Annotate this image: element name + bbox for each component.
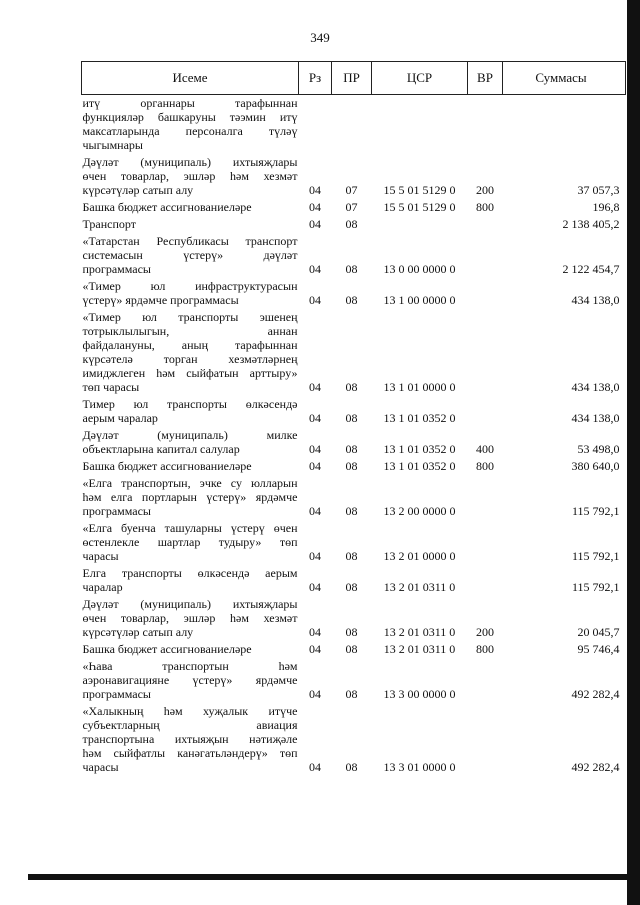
cell-csr: 15 5 01 5129 0 bbox=[383, 200, 456, 214]
cell-vr bbox=[468, 95, 503, 155]
cell-sum: 434 138,0 bbox=[571, 293, 620, 307]
cell-sum: 115 792,1 bbox=[571, 580, 620, 594]
cell-sum: 434 138,0 bbox=[571, 380, 620, 394]
table-row bbox=[82, 703, 626, 776]
name-line: транспортына ихтыяҗын нәтиҗәле bbox=[82, 732, 298, 746]
cell-sum bbox=[503, 95, 626, 155]
cell-pr: 08 bbox=[345, 411, 358, 425]
cell-rz: 04 bbox=[309, 217, 321, 231]
cell-pr: 08 bbox=[345, 760, 358, 774]
name-line: күрсәтүләр сатып алу bbox=[82, 625, 194, 639]
cell-name bbox=[82, 396, 299, 427]
cell-pr: 08 bbox=[345, 625, 358, 639]
table-row bbox=[82, 565, 626, 596]
cell-vr bbox=[468, 520, 503, 565]
cell-rz: 04 bbox=[309, 642, 321, 656]
cell-pr: 07 bbox=[345, 183, 358, 197]
name-line: функцияләр башкаруны тәэмин итү bbox=[82, 110, 298, 124]
scan-right-edge bbox=[627, 0, 640, 905]
name-line: объектларына капитал салулар bbox=[82, 442, 240, 456]
cell-sum: 95 746,4 bbox=[577, 642, 620, 656]
name-line: күрсәтүләр сатып алу bbox=[82, 183, 194, 197]
name-line: һәм елга портларын үстерү» ярдәмче bbox=[82, 490, 298, 504]
name-line: күрсәтелә торган хезмәтләрнең bbox=[82, 352, 298, 366]
cell-pr: 08 bbox=[345, 642, 358, 656]
cell-rz: 04 bbox=[309, 625, 321, 639]
cell-vr bbox=[468, 396, 503, 427]
name-line: максатларында персоналга түләү bbox=[82, 124, 298, 138]
name-line: итү органнары тарафыннан bbox=[82, 96, 298, 110]
cell-vr bbox=[468, 703, 503, 776]
cell-sum: 380 640,0 bbox=[571, 459, 620, 473]
name-line: системасын үстерү» дәүләт bbox=[82, 248, 298, 262]
cell-csr: 13 1 01 0000 0 bbox=[383, 380, 456, 394]
cell-sum: 492 282,4 bbox=[571, 760, 620, 774]
table-row bbox=[82, 233, 626, 278]
table-row bbox=[82, 278, 626, 309]
name-line: аэронавигацияне үстерү» ярдәмче bbox=[82, 673, 298, 687]
cell-csr: 13 2 01 0000 0 bbox=[383, 549, 456, 563]
header-csr: ЦСР bbox=[372, 62, 468, 95]
cell-pr: 08 bbox=[345, 687, 358, 701]
name-line: өчен товарлар, эшләр һәм хезмәт bbox=[82, 169, 298, 183]
cell-sum: 2 138 405,2 bbox=[562, 217, 620, 231]
name-line: Транспорт bbox=[82, 217, 136, 231]
cell-vr bbox=[468, 278, 503, 309]
cell-name bbox=[82, 658, 299, 703]
cell-sum: 53 498,0 bbox=[577, 442, 620, 456]
table-row bbox=[82, 95, 626, 155]
cell-sum: 115 792,1 bbox=[571, 504, 620, 518]
table-row bbox=[82, 520, 626, 565]
table-row bbox=[82, 658, 626, 703]
cell-vr: 800 bbox=[476, 459, 494, 473]
cell-rz: 04 bbox=[309, 687, 321, 701]
cell-name bbox=[82, 458, 299, 475]
cell-pr: 08 bbox=[345, 580, 358, 594]
cell-vr bbox=[468, 216, 503, 233]
cell-sum: 37 057,3 bbox=[577, 183, 620, 197]
cell-pr: 07 bbox=[345, 200, 358, 214]
name-line: программасы bbox=[82, 687, 151, 701]
cell-pr: 08 bbox=[345, 442, 358, 456]
name-line: имиджлеген һәм сыйфатын арттыру» bbox=[82, 366, 298, 380]
cell-rz: 04 bbox=[309, 262, 321, 276]
cell-name bbox=[82, 641, 299, 658]
table-row bbox=[82, 596, 626, 641]
name-line: «Татарстан Республикасы транспорт bbox=[82, 234, 298, 248]
name-line: өчен товарлар, эшләр һәм хезмәт bbox=[82, 611, 298, 625]
table-row bbox=[82, 199, 626, 216]
cell-pr bbox=[332, 95, 372, 155]
cell-vr: 400 bbox=[476, 442, 494, 456]
cell-name bbox=[82, 95, 299, 155]
cell-csr: 13 1 01 0352 0 bbox=[383, 411, 456, 425]
cell-csr: 13 2 01 0311 0 bbox=[383, 625, 456, 639]
name-line: Башка бюджет ассигнованиеләре bbox=[82, 642, 252, 656]
cell-rz bbox=[299, 95, 332, 155]
cell-vr: 800 bbox=[476, 200, 494, 214]
table-row bbox=[82, 396, 626, 427]
scan-bottom-edge bbox=[28, 874, 640, 880]
cell-pr: 08 bbox=[345, 293, 358, 307]
cell-name bbox=[82, 475, 299, 520]
cell-sum: 2 122 454,7 bbox=[562, 262, 620, 276]
name-line: чыгымнары bbox=[82, 138, 143, 152]
cell-rz: 04 bbox=[309, 183, 321, 197]
name-line: Тимер юл транспорты өлкәсендә bbox=[82, 397, 298, 411]
name-line: һәм сыйфатлы канәгатьләндерү» төп bbox=[82, 746, 298, 760]
cell-pr: 08 bbox=[345, 459, 358, 473]
cell-csr bbox=[372, 95, 468, 155]
name-line: Дәүләт (муниципаль) ихтыяҗлары bbox=[82, 155, 298, 169]
name-line: төп чарасы bbox=[82, 380, 140, 394]
cell-csr: 13 3 00 0000 0 bbox=[383, 687, 456, 701]
cell-csr: 13 2 01 0311 0 bbox=[383, 642, 456, 656]
name-line: өстенлекле шартлар тудыру» төп bbox=[82, 535, 298, 549]
cell-name bbox=[82, 703, 299, 776]
cell-sum: 115 792,1 bbox=[571, 549, 620, 563]
cell-rz: 04 bbox=[309, 380, 321, 394]
header-vr: ВР bbox=[468, 62, 503, 95]
cell-sum: 492 282,4 bbox=[571, 687, 620, 701]
cell-name bbox=[82, 199, 299, 216]
cell-vr bbox=[468, 658, 503, 703]
name-line: файдалануны, аның тарафыннан bbox=[82, 338, 298, 352]
cell-vr bbox=[468, 565, 503, 596]
cell-rz: 04 bbox=[309, 549, 321, 563]
cell-csr: 13 2 00 0000 0 bbox=[383, 504, 456, 518]
budget-table bbox=[81, 61, 626, 776]
table-row bbox=[82, 427, 626, 458]
name-line: Дәүләт (муниципаль) милке bbox=[82, 428, 298, 442]
name-line: «Һава транспортын һәм bbox=[82, 659, 298, 673]
cell-rz: 04 bbox=[309, 411, 321, 425]
name-line: «Халыкның һәм хуҗалык итүче bbox=[82, 704, 298, 718]
cell-rz: 04 bbox=[309, 504, 321, 518]
cell-name bbox=[82, 565, 299, 596]
cell-csr: 13 3 01 0000 0 bbox=[383, 760, 456, 774]
cell-vr bbox=[468, 233, 503, 278]
table-row bbox=[82, 154, 626, 199]
name-line: «Тимер юл инфраструктурасын bbox=[82, 279, 298, 293]
page-number: 349 bbox=[310, 30, 330, 45]
cell-rz: 04 bbox=[309, 580, 321, 594]
cell-csr: 13 1 00 0000 0 bbox=[383, 293, 456, 307]
name-line: чарасы bbox=[82, 549, 119, 563]
cell-rz: 04 bbox=[309, 760, 321, 774]
cell-pr: 08 bbox=[345, 217, 358, 231]
cell-csr: 13 2 01 0311 0 bbox=[383, 580, 456, 594]
name-line: «Елга буенча ташуларны үстерү өчен bbox=[82, 521, 298, 535]
name-line: Елга транспорты өлкәсендә аерым bbox=[82, 566, 298, 580]
cell-pr: 08 bbox=[345, 262, 358, 276]
name-line: программасы bbox=[82, 504, 151, 518]
cell-vr: 200 bbox=[476, 625, 494, 639]
table-row bbox=[82, 458, 626, 475]
cell-pr: 08 bbox=[345, 380, 358, 394]
cell-csr bbox=[372, 216, 468, 233]
cell-csr: 15 5 01 5129 0 bbox=[383, 183, 456, 197]
name-line: Башка бюджет ассигнованиеләре bbox=[82, 459, 252, 473]
cell-name bbox=[82, 278, 299, 309]
table-body bbox=[82, 95, 626, 777]
cell-csr: 13 0 00 0000 0 bbox=[383, 262, 456, 276]
cell-name bbox=[82, 216, 299, 233]
name-line: чарасы bbox=[82, 760, 119, 774]
cell-csr: 13 1 01 0352 0 bbox=[383, 459, 456, 473]
name-line: «Елга транспортын, эчке су юлларын bbox=[82, 476, 298, 490]
table-row bbox=[82, 309, 626, 396]
table-row bbox=[82, 216, 626, 233]
cell-name bbox=[82, 520, 299, 565]
table-header-row bbox=[82, 62, 626, 95]
name-line: үстерү» ярдәмче программасы bbox=[82, 293, 239, 307]
header-sum: Суммасы bbox=[503, 62, 626, 95]
header-name: Исеме bbox=[82, 62, 299, 95]
name-line: программасы bbox=[82, 262, 151, 276]
name-line: Дәүләт (муниципаль) ихтыяҗлары bbox=[82, 597, 298, 611]
cell-sum: 196,8 bbox=[592, 200, 620, 214]
cell-csr: 13 1 01 0352 0 bbox=[383, 442, 456, 456]
name-line: тотрыклылыгын, аннан bbox=[82, 324, 298, 338]
cell-name bbox=[82, 233, 299, 278]
cell-pr: 08 bbox=[345, 549, 358, 563]
cell-name bbox=[82, 309, 299, 396]
cell-name bbox=[82, 427, 299, 458]
table-row bbox=[82, 475, 626, 520]
cell-vr: 200 bbox=[476, 183, 494, 197]
cell-pr: 08 bbox=[345, 504, 358, 518]
name-line: чаралар bbox=[82, 580, 123, 594]
cell-rz: 04 bbox=[309, 200, 321, 214]
name-line: аерым чаралар bbox=[82, 411, 158, 425]
name-line: субъектларның авиация bbox=[82, 718, 298, 732]
cell-vr bbox=[468, 475, 503, 520]
cell-vr bbox=[468, 309, 503, 396]
table-row bbox=[82, 641, 626, 658]
cell-rz: 04 bbox=[309, 293, 321, 307]
cell-name bbox=[82, 154, 299, 199]
name-line: Башка бюджет ассигнованиеләре bbox=[82, 200, 252, 214]
header-rz: Рз bbox=[299, 62, 332, 95]
cell-vr: 800 bbox=[476, 642, 494, 656]
name-line: «Тимер юл транспорты эшенең bbox=[82, 310, 298, 324]
cell-rz: 04 bbox=[309, 459, 321, 473]
cell-sum: 20 045,7 bbox=[577, 625, 620, 639]
header-pr: ПР bbox=[332, 62, 372, 95]
cell-sum: 434 138,0 bbox=[571, 411, 620, 425]
cell-name bbox=[82, 596, 299, 641]
cell-rz: 04 bbox=[309, 442, 321, 456]
